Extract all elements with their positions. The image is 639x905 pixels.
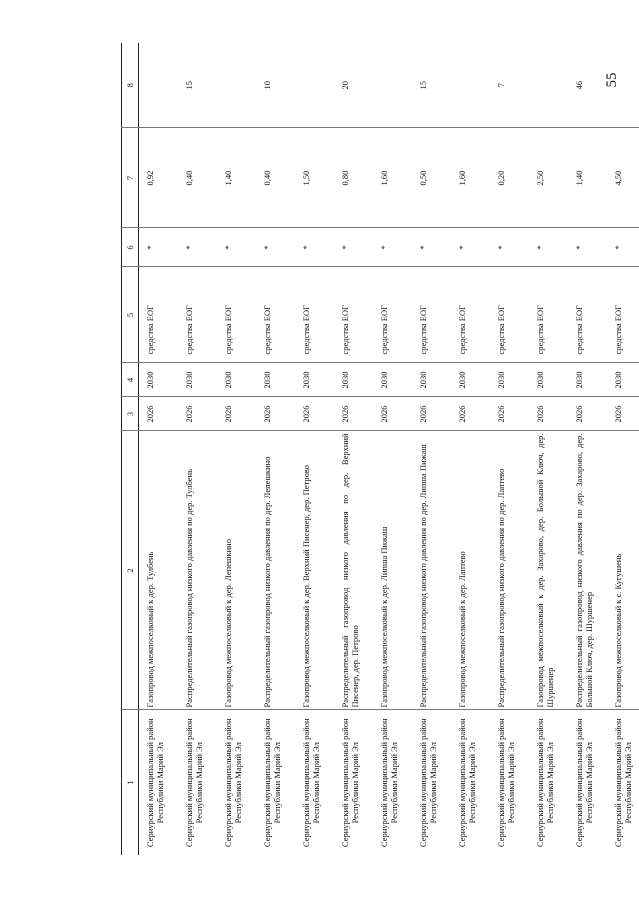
funding-source-cell: средства ЕОГ — [412, 267, 451, 363]
table-row — [217, 43, 256, 855]
funding-source-cell: средства ЕОГ — [256, 267, 295, 363]
object-name-cell: Газопровод межпоселковый к с. Кугушень — [607, 431, 639, 710]
count-cell: 10 — [256, 43, 295, 128]
mark-cell: * — [178, 228, 217, 267]
object-name-cell: Газопровод межпоселковый к дер. Тулбень — [139, 431, 179, 710]
start-year-cell: 2026 — [178, 397, 217, 431]
district-cell: Сернурский муниципальный район Республики Марий Эл — [301, 718, 321, 848]
funding-source-cell: средства ЕОГ — [217, 267, 256, 363]
length-cell: 1,60 — [451, 128, 490, 228]
end-year-cell: 2030 — [607, 363, 639, 397]
funding-source-cell: средства ЕОГ — [295, 267, 334, 363]
district-cell: Сернурский муниципальный район Республики Марий Эл — [184, 718, 204, 848]
column-header: 3 — [122, 397, 139, 431]
funding-source-cell: средства ЕОГ — [607, 267, 639, 363]
table-row — [490, 43, 529, 855]
district-cell: Сернурский муниципальный район Республики Марий Эл — [574, 718, 594, 848]
count-cell — [529, 43, 568, 128]
column-header: 6 — [122, 228, 139, 267]
column-header: 7 — [122, 128, 139, 228]
count-cell — [607, 43, 639, 128]
column-header: 5 — [122, 267, 139, 363]
end-year-cell: 2030 — [178, 363, 217, 397]
end-year-cell: 2030 — [217, 363, 256, 397]
end-year-cell: 2030 — [568, 363, 607, 397]
funding-source-cell: средства ЕОГ — [451, 267, 490, 363]
table-row — [256, 43, 295, 855]
table-row — [451, 43, 490, 855]
object-name-cell: Распределительный газопровод низкого давления по дер. Липша Пижаш — [412, 431, 451, 710]
funding-source-cell: средства ЕОГ — [568, 267, 607, 363]
count-cell — [139, 43, 179, 128]
object-name-cell: Газопровод межпоселковый к дер. Лепешкино — [217, 431, 256, 710]
start-year-cell: 2026 — [217, 397, 256, 431]
table-row — [412, 43, 451, 855]
count-cell — [373, 43, 412, 128]
object-name-cell: Распределительный газопровод низкого давления по дер. Тулбень — [178, 431, 217, 710]
start-year-cell: 2026 — [412, 397, 451, 431]
table-header-row — [122, 43, 139, 855]
table-row — [373, 43, 412, 855]
table-row — [334, 43, 373, 855]
mark-cell: * — [568, 228, 607, 267]
start-year-cell: 2026 — [334, 397, 373, 431]
district-cell: Сернурский муниципальный район Республики Марий Эл — [145, 718, 165, 848]
object-name-cell: Газопровод межпоселковый к дер. Липша Пижаш — [373, 431, 412, 710]
funding-source-cell: средства ЕОГ — [529, 267, 568, 363]
mark-cell: * — [334, 228, 373, 267]
length-cell: 1,40 — [568, 128, 607, 228]
table-row — [607, 43, 639, 855]
end-year-cell: 2030 — [529, 363, 568, 397]
start-year-cell: 2026 — [256, 397, 295, 431]
district-cell: Сернурский муниципальный район Республики Марий Эл — [613, 718, 633, 848]
length-cell: 2,50 — [529, 128, 568, 228]
length-cell: 1,40 — [217, 128, 256, 228]
mark-cell: * — [451, 228, 490, 267]
object-name-cell: Распределительный газопровод низкого давления по дер. Верхний Писенер, дер. Петрово — [334, 431, 373, 710]
funding-source-cell: средства ЕОГ — [139, 267, 179, 363]
length-cell: 0,40 — [178, 128, 217, 228]
table-row — [529, 43, 568, 855]
start-year-cell: 2026 — [607, 397, 639, 431]
end-year-cell: 2030 — [490, 363, 529, 397]
mark-cell: * — [607, 228, 639, 267]
object-name-cell: Газопровод межпоселковый к дер. Верхний Писенер, дер. Петрово — [295, 431, 334, 710]
count-cell — [217, 43, 256, 128]
end-year-cell: 2030 — [295, 363, 334, 397]
district-cell: Сернурский муниципальный район Республики Марий Эл — [457, 718, 477, 848]
mark-cell: * — [373, 228, 412, 267]
start-year-cell: 2026 — [295, 397, 334, 431]
start-year-cell: 2026 — [490, 397, 529, 431]
end-year-cell: 2030 — [412, 363, 451, 397]
table-row — [139, 43, 179, 855]
funding-source-cell: средства ЕОГ — [178, 267, 217, 363]
start-year-cell: 2026 — [568, 397, 607, 431]
length-cell: 0,80 — [334, 128, 373, 228]
mark-cell: * — [217, 228, 256, 267]
length-cell: 0,40 — [256, 128, 295, 228]
count-cell: 46 — [568, 43, 607, 128]
count-cell: 20 — [334, 43, 373, 128]
start-year-cell: 2026 — [139, 397, 179, 431]
object-name-cell: Распределительный газопровод низкого давления по дер. Захарово, дер. Большой Ключ, дер. Шуршенер — [568, 431, 607, 710]
mark-cell: * — [295, 228, 334, 267]
start-year-cell: 2026 — [451, 397, 490, 431]
mark-cell: * — [139, 228, 179, 267]
district-cell: Сернурский муниципальный район Республики Марий Эл — [340, 718, 360, 848]
length-cell: 4,50 — [607, 128, 639, 228]
table-row — [568, 43, 607, 855]
district-cell: Сернурский муниципальный район Республики Марий Эл — [262, 718, 282, 848]
funding-source-cell: средства ЕОГ — [490, 267, 529, 363]
end-year-cell: 2030 — [256, 363, 295, 397]
count-cell — [451, 43, 490, 128]
column-header: 1 — [125, 780, 135, 785]
end-year-cell: 2030 — [139, 363, 179, 397]
object-name-cell: Газопровод межпоселковый к дер. Захарово, дер. Большой Ключ, дер. Шуршенер — [529, 431, 568, 710]
mark-cell: * — [412, 228, 451, 267]
district-cell: Сернурский муниципальный район Республики Марий Эл — [535, 718, 555, 848]
gas-pipeline-table — [121, 43, 639, 855]
object-name-cell: Распределительный газопровод низкого давления по дер. Лепешкино — [256, 431, 295, 710]
district-cell: Сернурский муниципальный район Республики Марий Эл — [223, 718, 243, 848]
district-cell: Сернурский муниципальный район Республики Марий Эл — [496, 718, 516, 848]
length-cell: 0,20 — [490, 128, 529, 228]
column-header: 8 — [122, 43, 139, 128]
length-cell: 1,60 — [373, 128, 412, 228]
length-cell: 0,50 — [412, 128, 451, 228]
end-year-cell: 2030 — [451, 363, 490, 397]
column-header: 4 — [122, 363, 139, 397]
length-cell: 1,50 — [295, 128, 334, 228]
mark-cell: * — [529, 228, 568, 267]
start-year-cell: 2026 — [529, 397, 568, 431]
object-name-cell: Распределительный газопровод низкого давления по дер. Лаптево — [490, 431, 529, 710]
table-row — [295, 43, 334, 855]
end-year-cell: 2030 — [373, 363, 412, 397]
count-cell — [295, 43, 334, 128]
count-cell: 15 — [178, 43, 217, 128]
mark-cell: * — [490, 228, 529, 267]
column-header: 2 — [122, 431, 139, 710]
table-row — [178, 43, 217, 855]
count-cell: 7 — [490, 43, 529, 128]
length-cell: 0,92 — [139, 128, 179, 228]
funding-source-cell: средства ЕОГ — [373, 267, 412, 363]
district-cell: Сернурский муниципальный район Республики Марий Эл — [379, 718, 399, 848]
funding-source-cell: средства ЕОГ — [334, 267, 373, 363]
page-number: 55 — [604, 72, 620, 88]
mark-cell: * — [256, 228, 295, 267]
start-year-cell: 2026 — [373, 397, 412, 431]
end-year-cell: 2030 — [334, 363, 373, 397]
count-cell: 15 — [412, 43, 451, 128]
object-name-cell: Газопровод межпоселковый к дер. Лаптево — [451, 431, 490, 710]
district-cell: Сернурский муниципальный район Республики Марий Эл — [418, 718, 438, 848]
